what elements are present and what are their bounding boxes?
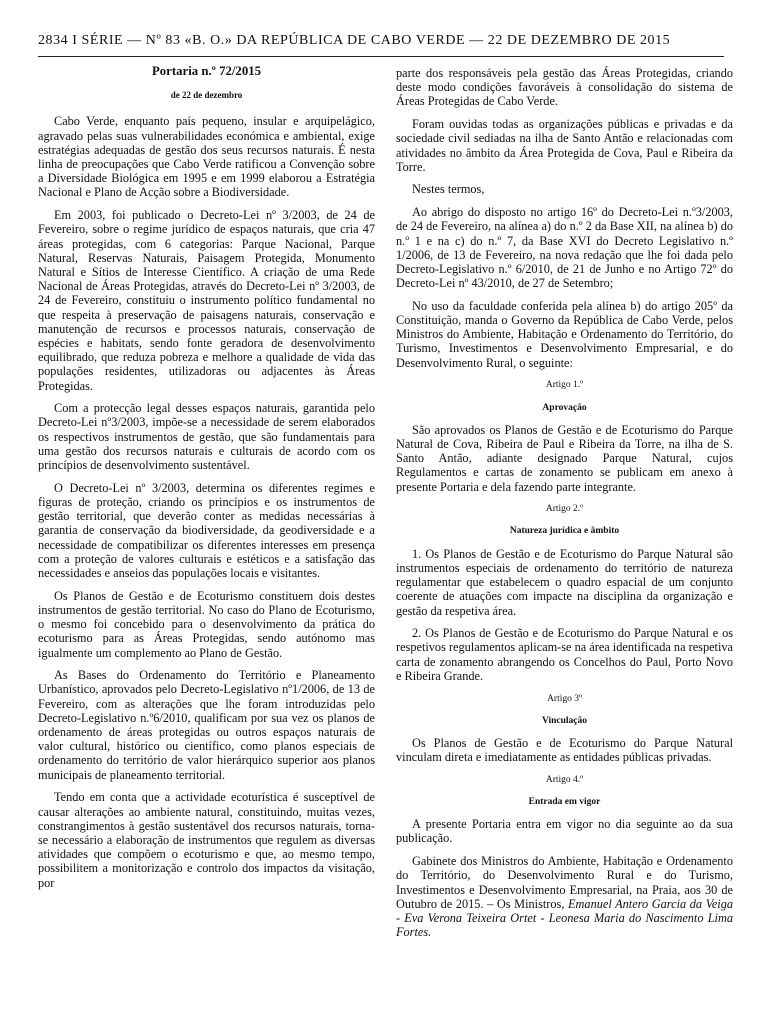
paragraph: Nestes termos, — [412, 182, 485, 197]
paragraph: O Decreto-Lei nº 3/2003, determina os diferentes regimes e figuras de proteção, criando os princípios e os instrumentos de gestão territorial, que deverão conter as medidas necessárias à garantia de conservação da biodiversidade, da geodiversidade e a necessidade de compatibilizar os diferentes interesses em presença com a proteção de valores culturais e estéticos e a satisfação das necessidades e anseios das populações locais e visitantes. — [38, 480, 375, 580]
paragraph: Os Planos de Gestão e de Ecoturismo constituem dois destes instrumentos de gestão territorial. No caso do Plano de Ecoturismo, o mesmo foi concebido para o desenvolvimento da prática do ecoturismo para as Áreas Protegidas, sendo autónomo mas igualmente um complemento ao Plano de Gestão. — [38, 588, 375, 660]
paragraph: Em 2003, foi publicado o Decreto-Lei nº 3/2003, de 24 de Fevereiro, sobre o regime jurídico de espaços naturais, que cria 47 áreas protegidas, com 6 categorias: Parque Nacional, Parque Natural, Reservas Naturais, Paisagem Protegida, Monumento Natural e Sítios de Interesse Científico. A criação de uma Rede Nacional de Áreas Protegidas, através do Decreto-Lei nº 3/2003, de 24 de Fevereiro, constituiu o instrumento político fundamental no que respeita à preservação de paisagens naturais, conservação e manutenção de recursos e processos naturais, conservação de espécies e habitats, sendo fonte geradora de desenvolvimento equilibrado, que reduza pobreza e melhore a qualidade de vida das populações residentes, utilizadoras ou adjacentes às Áreas Protegidas. — [38, 208, 375, 393]
page-header: 2834 I SÉRIE — Nº 83 «B. O.» DA REPÚBLICA DE CABO VERDE — 22 DE DEZEMBRO DE 2015 — [38, 33, 671, 48]
article-text: São aprovados os Planos de Gestão e de Ecoturismo do Parque Natural de Cova, Ribeira de Paul e Ribeira da Torre, na ilha de S. Santo Antão, adiante designado Parque Natural, cujos Regulamentos e cartas de zonamento se publicam em anexo à presente Portaria e dela fazendo parte integrante. — [396, 422, 733, 494]
closing-text — [396, 854, 733, 939]
left-column — [38, 64, 375, 898]
document-date: de 22 de dezembro — [170, 90, 243, 101]
paragraph: parte dos responsáveis pela gestão das Áreas Protegidas, criando deste modo condições favoráveis à consolidação do sistema de Áreas Protegidas de Cabo Verde. — [396, 66, 733, 109]
paragraph: Cabo Verde, enquanto país pequeno, insular e arquipelágico, agravado pelas suas vulnerabilidades económica e ambiental, exige estratégias adequadas de gestão dos seus recursos naturais. É nesta linha de preocupações que Cabo Verde ratificou a Convenção sobre a Diversidade Biológica em 1995 e em 1999 elaborou a Estratégia Nacional e Plano de Acção sobre a Biodiversidade. — [38, 114, 375, 200]
paragraph: No uso da faculdade conferida pela alínea b) do artigo 205º da Constituição, manda o Governo da República de Cabo Verde, pelos Ministros do Ambiente, Habitação e Ordenamento do Território, do Turismo, Investimentos e Desenvolvimento Empresarial, e do Desenvolvimento Rural, o seguinte: — [396, 298, 733, 370]
article-title: Entrada em vigor — [528, 797, 601, 808]
paragraph: Tendo em conta que a actividade ecoturística é susceptível de causar alterações ao ambiente natural, constituindo, muitas vezes, constrangimentos à gestão sustentável dos recursos naturais, torna-se necessário a elaboração de instrumentos que regulem as diversas atividades que compõem o ecoturismo e que, ao mesmo tempo, possibilitem a monitorização e controlo dos impactos da visitação, por — [38, 790, 375, 890]
article-number: Artigo 2.º — [545, 504, 584, 515]
paragraph: As Bases do Ordenamento do Território e Planeamento Urbanístico, aprovados pelo Decreto-Legislativo nº1/2006, de 13 de Fevereiro, com as alterações que lhe foram introduzidas pelo Decreto-Legislativo n.º6/2010, qualificam por sua vez os planos de ordenamento de áreas protegidas ou outros espaços naturais de valor cultural, histórico ou científico, como planos especiais de ordenamento do território de valor hierárquico superior aos planos municipais de planeamento territorial. — [38, 668, 375, 782]
paragraph: Com a protecção legal desses espaços naturais, garantida pelo Decreto-Lei nº3/2003, impõe-se a necessidade de serem elaborados os respectivos instrumentos de gestão, que são fundamentais para uma gestão dos recursos naturais e culturais de acordo com os princípios de desenvolvimento sustentável. — [38, 401, 375, 473]
article-text: 1. Os Planos de Gestão e de Ecoturismo do Parque Natural são instrumentos especiais de ordenamento do território de natureza regulamentar que estabelecem o quadro espacial de um conjunto coerente de atuações com impacte na disciplina da organização e gestão da respetiva área. — [396, 546, 733, 618]
article-title: Vinculação — [541, 715, 588, 726]
paragraph: Ao abrigo do disposto no artigo 16º do Decreto-Lei n.º3/2003, de 24 de Fevereiro, na alínea a) do n.º 2 da Base XII, na alínea b) do n.º 1 e na c) do n.º 7, da Base XVI do Decreto Legislativo n.º 1/2006, de 13 de Fevereiro, na nova redação que lhe foi dada pelo Decreto-Legislativo n.º 6/2010, de 21 de Junho e no Artigo 72º do Decreto-Lei nº 43/2010, de 27 de Setembro; — [396, 205, 733, 291]
signatories: Emanuel Antero Garcia da Veiga - Eva Verona Teixeira Ortet - Leonesa Maria do Nascimento Lima Fortes. — [396, 896, 734, 940]
article-title: Aprovação — [542, 402, 587, 413]
article-text: 2. Os Planos de Gestão e de Ecoturismo do Parque Natural e os respetivos regulamentos aplicam-se na área identificada na respetiva carta de zonamento abrangendo os Concelhos do Paul, Porto Novo e Ribeira Grande. — [396, 626, 733, 683]
article-title: Natureza jurídica e âmbito — [509, 526, 620, 537]
document-title: Portaria n.º 72/2015 — [151, 64, 262, 78]
article-number: Artigo 4.º — [545, 774, 584, 785]
paragraph: Foram ouvidas todas as organizações públicas e privadas e da sociedade civil sediadas na ilha de Santo Antão e relacionadas com atividades no âmbito da Área Protegida de Cova, Paul e Ribeira da Torre. — [396, 117, 733, 174]
header-rule — [38, 56, 724, 57]
article-text: A presente Portaria entra em vigor no dia seguinte ao da sua publicação. — [396, 817, 733, 846]
article-number: Artigo 1.º — [545, 380, 584, 391]
right-column — [396, 66, 733, 948]
article-text: Os Planos de Gestão e de Ecoturismo do Parque Natural vinculam direta e imediatamente as entidades públicas privadas. — [396, 735, 733, 765]
closing-statement: Gabinete dos Ministros do Ambiente, Habitação e Ordenamento do Território, do Desenvolvimento Rural e do Turismo, Investimentos e Desenvolvimento Empresarial, na Praia, aos 30 de Outubro de 2015. – Os Ministros, — [396, 854, 733, 911]
article-number: Artigo 3º — [547, 693, 582, 704]
